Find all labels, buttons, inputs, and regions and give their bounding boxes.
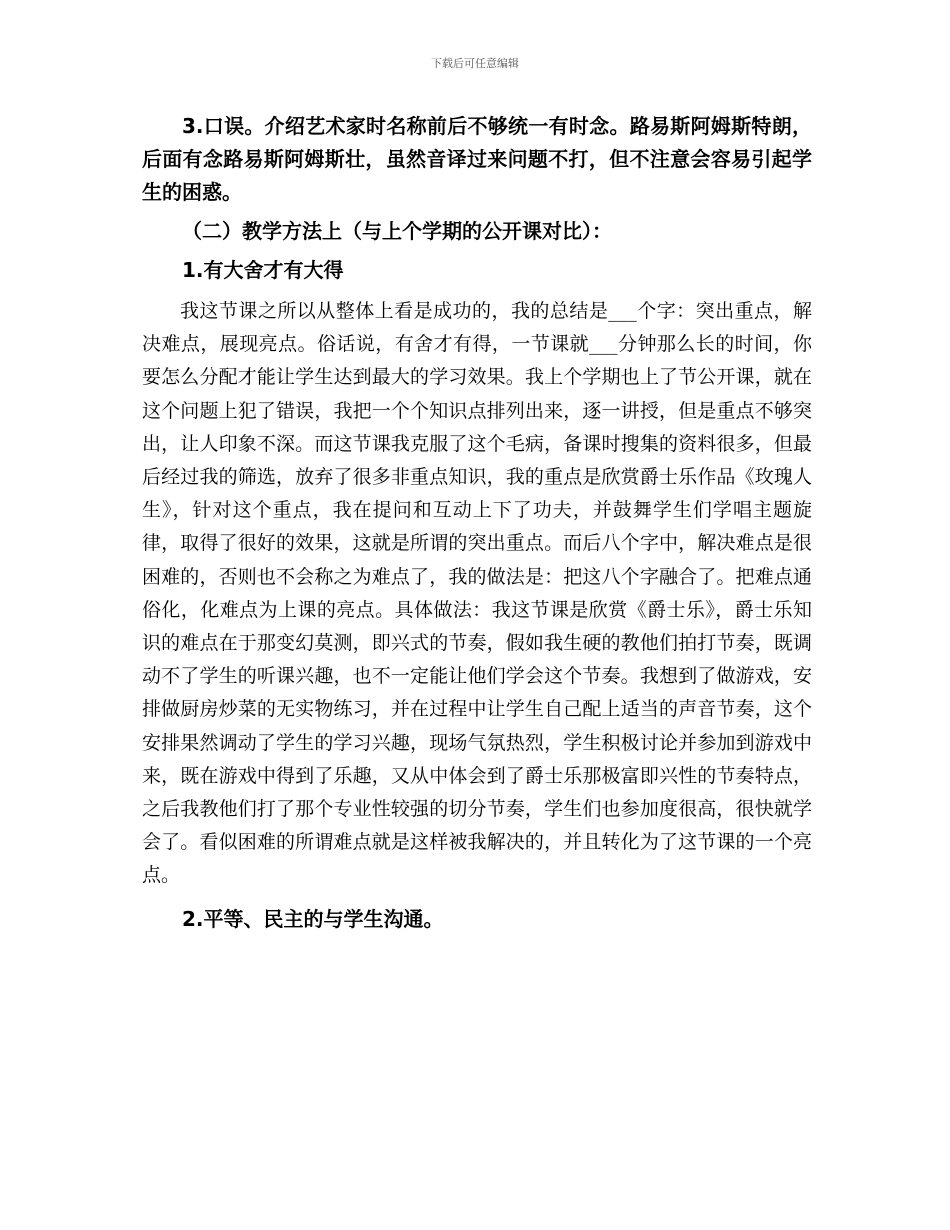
paragraph-slip-of-tongue: 3.口误。介绍艺术家时名称前后不够统一有时念。路易斯阿姆斯特朗，后面有念路易斯阿姆斯壮，虽然音译过来问题不打，但不注意会容易引起学生的困惑。 bbox=[142, 114, 812, 204]
subheading-equal-communication: 2.平等、民主的与学生沟通。 bbox=[182, 906, 444, 931]
header-note: 下载后可任意编辑 bbox=[431, 57, 519, 70]
section-heading-teaching-method: （二）教学方法上（与上个学期的公开课对比）： bbox=[182, 219, 612, 243]
document-body bbox=[142, 110, 812, 936]
subheading-give-up-to-gain: 1.有大舍才有大得 bbox=[182, 258, 344, 282]
paragraph-method-description: 我这节课之所以从整体上看是成功的，我的总结是___个字：突出重点，解决难点，展现亮点。俗话说，有舍才有得，一节课就___分钟那么长的时间，你要怎么分配才能让学生达到最大的学习效果。我上个学期也上了节公开课，就在这个问题上犯了错误，我把一个个知识点排列出来，逐一讲授，但是重点不够突出，让人印象不深。而这节课我克服了这个毛病，备课时搜集的资料很多，但最后经过我的筛选，放弃了很多非重点知识，我的重点是欣赏爵士乐作品《玫瑰人生》，针对这个重点，我在提问和互动上下了功夫，并鼓舞学生们学唱主题旋律，取得了很好的效果，这就是所谓的突出重点。而后八个字中，解决难点是很困难的，否则也不会称之为难点了，我的做法是：把这八个字融合了。把难点通俗化，化难点为上课的亮点。具体做法：我这节课是欣赏《爵士乐》，爵士乐知识的难点在于那变幻莫测，即兴式的节奏，假如我生硬的教他们拍打节奏，既调动不了学生的听课兴趣，也不一定能让他们学会这个节奏。我想到了做游戏，安排做厨房炒菜的无实物练习，并在过程中让学生自己配上适当的声音节奏，这个安排果然调动了学生的学习兴趣，现场气氛热烈，学生积极讨论并参加到游戏中来，既在游戏中得到了乐趣，又从中体会到了爵士乐那极富即兴性的节奏特点，之后我教他们打了那个专业性较强的切分节奏，学生们也参加度很高，很快就学会了。看似困难的所谓难点就是这样被我解决的，并且转化为了这节课的一个亮点。 bbox=[142, 300, 812, 887]
